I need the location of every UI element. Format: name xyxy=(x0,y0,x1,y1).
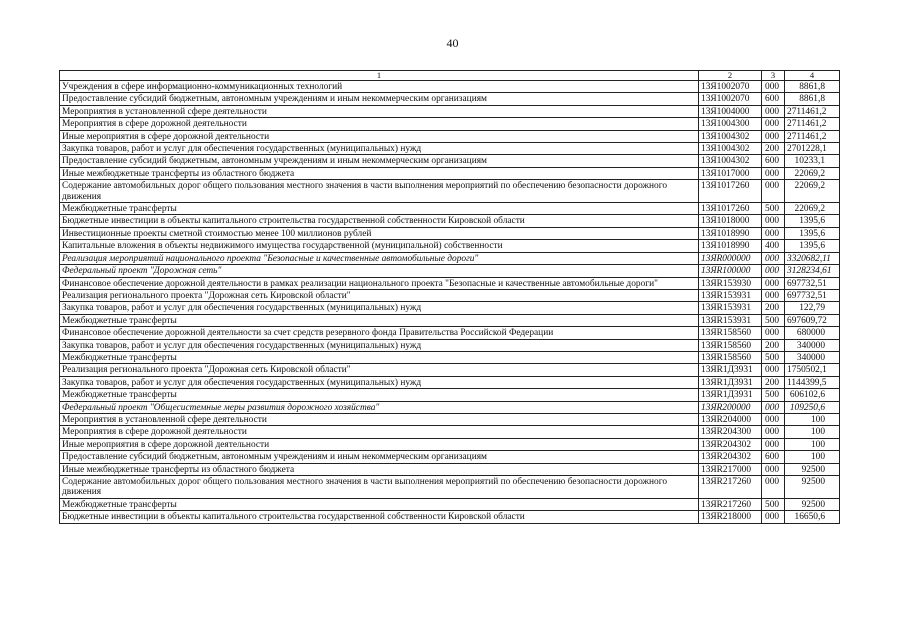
row-type-cell: 000 xyxy=(762,364,785,376)
header-col-2: 2 xyxy=(699,71,762,81)
table-row xyxy=(60,81,840,93)
row-code-cell: 13ЯR204302 xyxy=(699,451,762,463)
table-row xyxy=(60,105,840,117)
table-row xyxy=(60,240,840,252)
table-row xyxy=(60,155,840,167)
row-type-cell: 000 xyxy=(762,118,785,130)
row-code-cell: 13ЯR153931 xyxy=(699,289,762,301)
row-name-cell: Межбюджетные трансферты xyxy=(60,203,699,215)
row-name-cell: Бюджетные инвестиции в объекты капитального строительства государственной собственности Кировской области xyxy=(60,511,699,523)
row-code-cell: 13ЯR158560 xyxy=(699,327,762,339)
page-number: 40 xyxy=(446,36,459,50)
row-sum-cell: 109250,6 xyxy=(785,401,840,413)
row-sum-cell: 2711461,2 xyxy=(785,118,840,130)
table-row xyxy=(60,401,840,413)
header-col-4: 4 xyxy=(785,71,840,81)
row-sum-cell: 92500 xyxy=(785,463,840,475)
row-code-cell: 13ЯR158560 xyxy=(699,339,762,351)
row-type-cell: 000 xyxy=(762,130,785,142)
row-type-cell: 200 xyxy=(762,143,785,155)
row-code-cell: 13ЯR204302 xyxy=(699,438,762,450)
row-name-cell: Закупка товаров, работ и услуг для обеспечения государственных (муниципальных) нужд xyxy=(60,376,699,388)
row-name-cell: Реализация регионального проекта "Дорожная сеть Кировской области" xyxy=(60,364,699,376)
row-type-cell: 000 xyxy=(762,167,785,179)
table-row xyxy=(60,265,840,277)
row-type-cell: 000 xyxy=(762,215,785,227)
row-sum-cell: 1750502,1 xyxy=(785,364,840,376)
row-type-cell: 500 xyxy=(762,351,785,363)
row-sum-cell: 92500 xyxy=(785,498,840,510)
row-type-cell: 400 xyxy=(762,240,785,252)
row-code-cell: 13ЯR1Д3931 xyxy=(699,376,762,388)
row-code-cell: 13Я1017000 xyxy=(699,167,762,179)
row-name-cell: Финансовое обеспечение дорожной деятельности за счет средств резервного фонда Правительства Российской Федерации xyxy=(60,327,699,339)
table-row xyxy=(60,314,840,326)
row-code-cell: 13ЯR153931 xyxy=(699,314,762,326)
row-type-cell: 200 xyxy=(762,339,785,351)
row-sum-cell: 1395,6 xyxy=(785,227,840,239)
row-type-cell: 000 xyxy=(762,252,785,264)
row-sum-cell: 2701228,1 xyxy=(785,143,840,155)
row-name-cell: Предоставление субсидий бюджетным, автономным учреждениям и иным некоммерческим организациям xyxy=(60,155,699,167)
table-row xyxy=(60,143,840,155)
table-row xyxy=(60,215,840,227)
table-row xyxy=(60,252,840,264)
row-code-cell: 13Я1017260 xyxy=(699,203,762,215)
row-sum-cell: 3320682,11 xyxy=(785,252,840,264)
table-row xyxy=(60,438,840,450)
row-sum-cell: 122,79 xyxy=(785,302,840,314)
row-sum-cell: 100 xyxy=(785,426,840,438)
row-name-cell: Мероприятия в сфере дорожной деятельности xyxy=(60,118,699,130)
row-type-cell: 500 xyxy=(762,203,785,215)
row-name-cell: Содержание автомобильных дорог общего пользования местного значения в части выполнения мероприятий по обеспечению безопасности дорожного движения xyxy=(60,476,699,499)
row-code-cell: 13Я1004302 xyxy=(699,143,762,155)
row-name-cell: Финансовое обеспечение дорожной деятельности в рамках реализации национального проекта "Безопасные и качественные автомобильные дороги" xyxy=(60,277,699,289)
row-sum-cell: 606102,6 xyxy=(785,389,840,401)
row-name-cell: Мероприятия в сфере дорожной деятельности xyxy=(60,426,699,438)
row-name-cell: Закупка товаров, работ и услуг для обеспечения государственных (муниципальных) нужд xyxy=(60,143,699,155)
row-sum-cell: 697609,72 xyxy=(785,314,840,326)
row-sum-cell: 22069,2 xyxy=(785,203,840,215)
row-sum-cell: 22069,2 xyxy=(785,180,840,203)
row-code-cell: 13ЯR100000 xyxy=(699,265,762,277)
row-code-cell: 13ЯR217000 xyxy=(699,463,762,475)
table-row xyxy=(60,389,840,401)
table-row xyxy=(60,118,840,130)
row-code-cell: 13ЯR204300 xyxy=(699,426,762,438)
row-type-cell: 000 xyxy=(762,327,785,339)
row-name-cell: Федеральный проект "Дорожная сеть" xyxy=(60,265,699,277)
row-code-cell: 13ЯR217260 xyxy=(699,498,762,510)
row-name-cell: Мероприятия в установленной сфере деятельности xyxy=(60,413,699,425)
row-type-cell: 200 xyxy=(762,302,785,314)
table-row xyxy=(60,364,840,376)
row-sum-cell: 1395,6 xyxy=(785,215,840,227)
row-code-cell: 13Я1018990 xyxy=(699,240,762,252)
table-header-row xyxy=(60,71,840,81)
row-code-cell: 13Я1002070 xyxy=(699,93,762,105)
row-type-cell: 000 xyxy=(762,426,785,438)
row-sum-cell: 697732,51 xyxy=(785,289,840,301)
row-code-cell: 13ЯR200000 xyxy=(699,401,762,413)
row-name-cell: Бюджетные инвестиции в объекты капитального строительства государственной собственности Кировской области xyxy=(60,215,699,227)
row-type-cell: 000 xyxy=(762,277,785,289)
row-code-cell: 13Я1004302 xyxy=(699,155,762,167)
row-name-cell: Межбюджетные трансферты xyxy=(60,351,699,363)
row-type-cell: 600 xyxy=(762,93,785,105)
row-type-cell: 500 xyxy=(762,314,785,326)
row-name-cell: Мероприятия в установленной сфере деятельности xyxy=(60,105,699,117)
row-sum-cell: 16650,6 xyxy=(785,511,840,523)
table-row xyxy=(60,511,840,523)
row-name-cell: Предоставление субсидий бюджетным, автономным учреждениям и иным некоммерческим организациям xyxy=(60,93,699,105)
header-col-3: 3 xyxy=(762,71,785,81)
table-row xyxy=(60,180,840,203)
row-type-cell: 500 xyxy=(762,389,785,401)
row-sum-cell: 1144399,5 xyxy=(785,376,840,388)
row-name-cell: Капитальные вложения в объекты недвижимого имущества государственной (муниципальной) собственности xyxy=(60,240,699,252)
row-code-cell: 13ЯR204000 xyxy=(699,413,762,425)
row-sum-cell: 10233,1 xyxy=(785,155,840,167)
row-type-cell: 000 xyxy=(762,105,785,117)
row-type-cell: 000 xyxy=(762,401,785,413)
row-code-cell: 13ЯR158560 xyxy=(699,351,762,363)
row-sum-cell: 340000 xyxy=(785,339,840,351)
row-code-cell: 13Я1018000 xyxy=(699,215,762,227)
row-code-cell: 13Я1017260 xyxy=(699,180,762,203)
row-code-cell: 13Я1004300 xyxy=(699,118,762,130)
row-sum-cell: 340000 xyxy=(785,351,840,363)
row-name-cell: Содержание автомобильных дорог общего пользования местного значения в части выполнения мероприятий по обеспечению безопасности дорожного движения xyxy=(60,180,699,203)
row-sum-cell: 2711461,2 xyxy=(785,130,840,142)
row-name-cell: Иные мероприятия в сфере дорожной деятельности xyxy=(60,438,699,450)
row-name-cell: Межбюджетные трансферты xyxy=(60,314,699,326)
row-name-cell: Реализация регионального проекта "Дорожная сеть Кировской области" xyxy=(60,289,699,301)
table-row xyxy=(60,277,840,289)
row-name-cell: Межбюджетные трансферты xyxy=(60,498,699,510)
row-sum-cell: 2711461,2 xyxy=(785,105,840,117)
row-code-cell: 13ЯR000000 xyxy=(699,252,762,264)
row-code-cell: 13ЯR1Д3931 xyxy=(699,364,762,376)
row-sum-cell: 92500 xyxy=(785,476,840,499)
row-code-cell: 13Я1002070 xyxy=(699,81,762,93)
row-name-cell: Федеральный проект "Общесистемные меры развития дорожного хозяйства" xyxy=(60,401,699,413)
row-type-cell: 000 xyxy=(762,289,785,301)
row-sum-cell: 3128234,61 xyxy=(785,265,840,277)
row-name-cell: Реализация мероприятий национального проекта "Безопасные и качественные автомобильные дороги" xyxy=(60,252,699,264)
table-row xyxy=(60,289,840,301)
row-sum-cell: 100 xyxy=(785,451,840,463)
table-row xyxy=(60,302,840,314)
row-sum-cell: 100 xyxy=(785,438,840,450)
row-type-cell: 500 xyxy=(762,498,785,510)
row-name-cell: Инвестиционные проекты сметной стоимостью менее 100 миллионов рублей xyxy=(60,227,699,239)
row-name-cell: Иные мероприятия в сфере дорожной деятельности xyxy=(60,130,699,142)
table-row xyxy=(60,351,840,363)
row-type-cell: 000 xyxy=(762,511,785,523)
budget-table xyxy=(59,70,840,524)
table-row xyxy=(60,130,840,142)
row-code-cell: 13Я1004000 xyxy=(699,105,762,117)
row-code-cell: 13ЯR217260 xyxy=(699,476,762,499)
row-name-cell: Закупка товаров, работ и услуг для обеспечения государственных (муниципальных) нужд xyxy=(60,302,699,314)
table-row xyxy=(60,227,840,239)
row-sum-cell: 1395,6 xyxy=(785,240,840,252)
table-row xyxy=(60,498,840,510)
table-row xyxy=(60,93,840,105)
row-name-cell: Закупка товаров, работ и услуг для обеспечения государственных (муниципальных) нужд xyxy=(60,339,699,351)
row-type-cell: 000 xyxy=(762,265,785,277)
row-name-cell: Учреждения в сфере информационно-коммуникационных технологий xyxy=(60,81,699,93)
row-sum-cell: 8861,8 xyxy=(785,81,840,93)
row-sum-cell: 680000 xyxy=(785,327,840,339)
row-sum-cell: 697732,51 xyxy=(785,277,840,289)
row-sum-cell: 22069,2 xyxy=(785,167,840,179)
row-type-cell: 000 xyxy=(762,81,785,93)
row-code-cell: 13Я1018990 xyxy=(699,227,762,239)
table-row xyxy=(60,413,840,425)
row-sum-cell: 8861,8 xyxy=(785,93,840,105)
row-type-cell: 000 xyxy=(762,180,785,203)
row-type-cell: 200 xyxy=(762,376,785,388)
row-sum-cell: 100 xyxy=(785,413,840,425)
row-type-cell: 600 xyxy=(762,451,785,463)
table-row xyxy=(60,327,840,339)
row-type-cell: 000 xyxy=(762,463,785,475)
row-name-cell: Предоставление субсидий бюджетным, автономным учреждениям и иным некоммерческим организациям xyxy=(60,451,699,463)
row-code-cell: 13Я1004302 xyxy=(699,130,762,142)
table-row xyxy=(60,426,840,438)
row-type-cell: 000 xyxy=(762,413,785,425)
row-type-cell: 000 xyxy=(762,438,785,450)
row-code-cell: 13ЯR218000 xyxy=(699,511,762,523)
table-row xyxy=(60,376,840,388)
table-row xyxy=(60,339,840,351)
table-row xyxy=(60,203,840,215)
row-type-cell: 000 xyxy=(762,227,785,239)
row-name-cell: Иные межбюджетные трансферты из областного бюджета xyxy=(60,167,699,179)
table-row xyxy=(60,476,840,499)
row-type-cell: 600 xyxy=(762,155,785,167)
table-row xyxy=(60,167,840,179)
row-code-cell: 13ЯR1Д3931 xyxy=(699,389,762,401)
row-name-cell: Иные межбюджетные трансферты из областного бюджета xyxy=(60,463,699,475)
row-code-cell: 13ЯR153930 xyxy=(699,277,762,289)
header-col-1: 1 xyxy=(60,71,699,81)
row-type-cell: 000 xyxy=(762,476,785,499)
row-code-cell: 13ЯR153931 xyxy=(699,302,762,314)
table-row xyxy=(60,451,840,463)
table-row xyxy=(60,463,840,475)
row-name-cell: Межбюджетные трансферты xyxy=(60,389,699,401)
